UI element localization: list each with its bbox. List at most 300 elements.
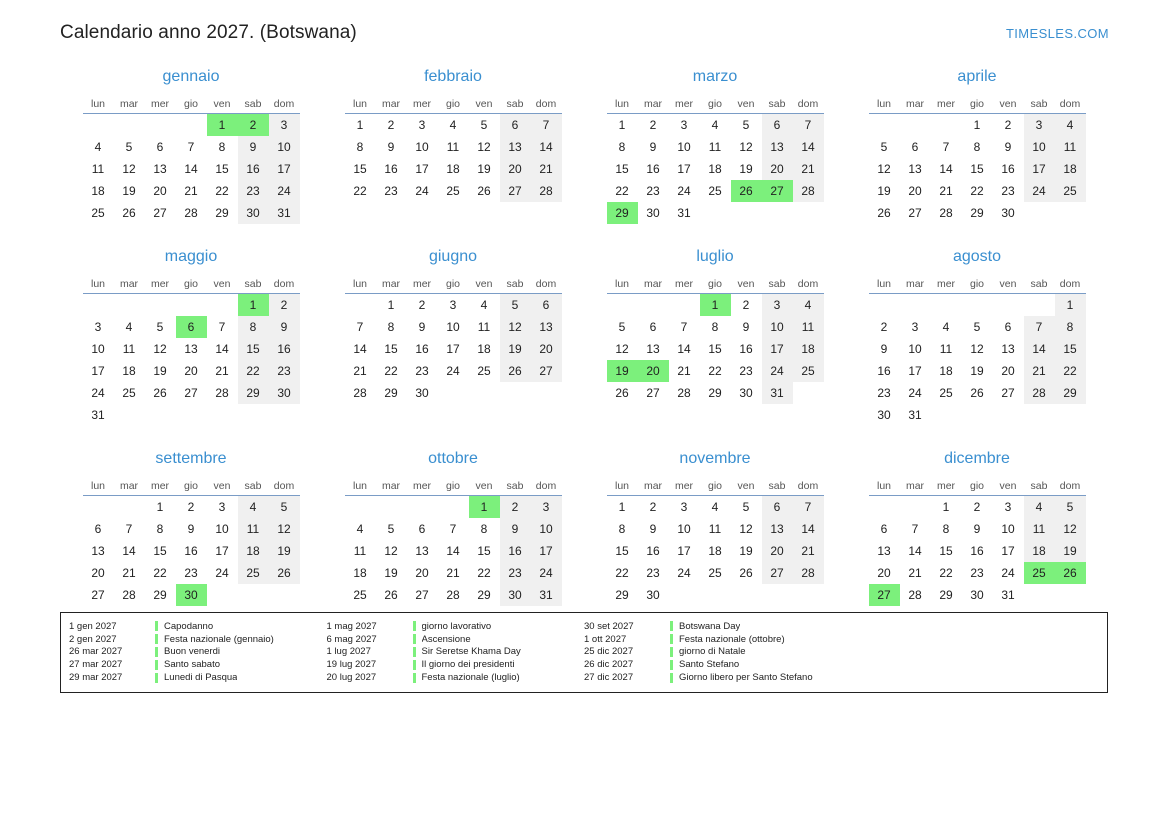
day-cell[interactable]: 13 [762, 518, 793, 540]
day-cell[interactable]: 7 [680, 320, 688, 334]
day-cell[interactable]: 19 [1055, 540, 1086, 562]
day-cell[interactable]: 25 [91, 206, 105, 220]
day-cell[interactable]: 27 [91, 588, 105, 602]
day-cell[interactable]: 29 [615, 588, 629, 602]
day-cell[interactable]: 10 [91, 342, 105, 356]
day-cell[interactable]: 22 [238, 360, 269, 382]
day-cell[interactable]: 15 [939, 544, 953, 558]
day-cell[interactable]: 3 [680, 500, 688, 514]
day-cell-holiday[interactable]: 30 [176, 584, 207, 606]
day-cell[interactable]: 15 [477, 544, 491, 558]
day-cell[interactable]: 11 [1055, 136, 1086, 158]
day-cell[interactable]: 18 [708, 544, 722, 558]
day-cell[interactable]: 7 [942, 140, 950, 154]
day-cell[interactable]: 7 [449, 522, 457, 536]
day-cell[interactable]: 18 [1055, 158, 1086, 180]
day-cell[interactable]: 1 [1055, 294, 1086, 317]
day-cell[interactable]: 27 [908, 206, 922, 220]
day-cell[interactable]: 6 [531, 294, 562, 317]
day-cell[interactable]: 25 [446, 184, 460, 198]
day-cell[interactable]: 26 [384, 588, 398, 602]
day-cell[interactable]: 5 [125, 140, 133, 154]
day-cell[interactable]: 28 [446, 588, 460, 602]
day-cell[interactable]: 16 [646, 162, 660, 176]
day-cell[interactable]: 20 [415, 566, 429, 580]
day-cell-holiday[interactable]: 20 [638, 360, 669, 382]
day-cell[interactable]: 29 [970, 206, 984, 220]
day-cell[interactable]: 28 [793, 562, 824, 584]
day-cell[interactable]: 20 [91, 566, 105, 580]
day-cell[interactable]: 30 [238, 202, 269, 224]
day-cell-holiday[interactable]: 27 [869, 584, 900, 606]
day-cell[interactable]: 22 [615, 566, 629, 580]
day-cell[interactable]: 11 [446, 140, 460, 154]
day-cell[interactable]: 2 [742, 298, 750, 312]
day-cell[interactable]: 14 [353, 342, 367, 356]
day-cell[interactable]: 9 [649, 140, 657, 154]
day-cell-holiday[interactable]: 1 [469, 496, 500, 519]
day-cell[interactable]: 25 [708, 184, 722, 198]
day-cell[interactable]: 3 [911, 320, 919, 334]
day-cell[interactable]: 9 [1004, 140, 1012, 154]
day-cell[interactable]: 19 [384, 566, 398, 580]
day-cell[interactable]: 16 [238, 158, 269, 180]
day-cell[interactable]: 15 [153, 544, 167, 558]
day-cell[interactable]: 19 [877, 184, 891, 198]
day-cell[interactable]: 25 [122, 386, 136, 400]
day-cell[interactable]: 22 [215, 184, 229, 198]
day-cell[interactable]: 2 [880, 320, 888, 334]
day-cell[interactable]: 10 [531, 518, 562, 540]
day-cell[interactable]: 8 [356, 140, 364, 154]
day-cell[interactable]: 1 [942, 500, 950, 514]
day-cell[interactable]: 18 [1024, 540, 1055, 562]
day-cell[interactable]: 1 [618, 500, 626, 514]
day-cell[interactable]: 6 [1004, 320, 1012, 334]
day-cell[interactable]: 5 [742, 118, 750, 132]
day-cell[interactable]: 31 [269, 202, 300, 224]
day-cell[interactable]: 8 [942, 522, 950, 536]
day-cell[interactable]: 4 [711, 500, 719, 514]
day-cell[interactable]: 26 [269, 562, 300, 584]
day-cell[interactable]: 1 [356, 118, 364, 132]
day-cell[interactable]: 12 [739, 522, 753, 536]
day-cell[interactable]: 9 [187, 522, 195, 536]
day-cell[interactable]: 21 [215, 364, 229, 378]
day-cell[interactable]: 5 [880, 140, 888, 154]
day-cell[interactable]: 20 [531, 338, 562, 360]
day-cell[interactable]: 13 [500, 136, 531, 158]
day-cell-holiday[interactable]: 1 [207, 114, 238, 137]
day-cell[interactable]: 7 [793, 114, 824, 137]
day-cell[interactable]: 14 [793, 136, 824, 158]
day-cell[interactable]: 27 [1001, 386, 1015, 400]
day-cell[interactable]: 6 [880, 522, 888, 536]
day-cell[interactable]: 9 [269, 316, 300, 338]
day-cell[interactable]: 4 [125, 320, 133, 334]
day-cell[interactable]: 26 [970, 386, 984, 400]
day-cell[interactable]: 26 [877, 206, 891, 220]
day-cell[interactable]: 30 [415, 386, 429, 400]
day-cell[interactable]: 14 [215, 342, 229, 356]
day-cell[interactable]: 28 [677, 386, 691, 400]
day-cell[interactable]: 29 [384, 386, 398, 400]
day-cell[interactable]: 22 [970, 184, 984, 198]
day-cell[interactable]: 4 [356, 522, 364, 536]
day-cell[interactable]: 23 [646, 566, 660, 580]
day-cell[interactable]: 16 [184, 544, 198, 558]
day-cell[interactable]: 2 [500, 496, 531, 519]
day-cell[interactable]: 20 [184, 364, 198, 378]
day-cell[interactable]: 24 [1001, 566, 1015, 580]
day-cell[interactable]: 30 [646, 588, 660, 602]
day-cell-holiday[interactable]: 25 [1024, 562, 1055, 584]
day-cell[interactable]: 8 [973, 140, 981, 154]
day-cell[interactable]: 8 [218, 140, 226, 154]
day-cell[interactable]: 1 [618, 118, 626, 132]
day-cell[interactable]: 30 [500, 584, 531, 606]
day-cell[interactable]: 29 [153, 588, 167, 602]
day-cell[interactable]: 2 [973, 500, 981, 514]
day-cell[interactable]: 19 [500, 338, 531, 360]
day-cell[interactable]: 30 [1001, 206, 1015, 220]
day-cell[interactable]: 24 [531, 562, 562, 584]
day-cell-holiday[interactable]: 26 [731, 180, 762, 202]
day-cell[interactable]: 21 [446, 566, 460, 580]
day-cell[interactable]: 19 [970, 364, 984, 378]
day-cell[interactable]: 3 [418, 118, 426, 132]
day-cell[interactable]: 15 [1055, 338, 1086, 360]
day-cell[interactable]: 7 [356, 320, 364, 334]
day-cell[interactable]: 24 [215, 566, 229, 580]
day-cell[interactable]: 23 [184, 566, 198, 580]
day-cell[interactable]: 9 [238, 136, 269, 158]
day-cell[interactable]: 20 [908, 184, 922, 198]
day-cell[interactable]: 3 [1024, 114, 1055, 137]
day-cell[interactable]: 28 [939, 206, 953, 220]
day-cell[interactable]: 19 [739, 544, 753, 558]
day-cell[interactable]: 21 [184, 184, 198, 198]
day-cell[interactable]: 23 [1001, 184, 1015, 198]
day-cell[interactable]: 24 [91, 386, 105, 400]
day-cell[interactable]: 28 [531, 180, 562, 202]
day-cell[interactable]: 6 [911, 140, 919, 154]
day-cell[interactable]: 23 [269, 360, 300, 382]
day-cell[interactable]: 24 [762, 360, 793, 382]
day-cell[interactable]: 18 [793, 338, 824, 360]
day-cell[interactable]: 23 [646, 184, 660, 198]
day-cell[interactable]: 24 [677, 184, 691, 198]
day-cell[interactable]: 17 [91, 364, 105, 378]
day-cell[interactable]: 27 [500, 180, 531, 202]
day-cell[interactable]: 24 [1024, 180, 1055, 202]
day-cell-holiday[interactable]: 26 [1055, 562, 1086, 584]
day-cell[interactable]: 20 [877, 566, 891, 580]
day-cell[interactable]: 16 [500, 540, 531, 562]
day-cell[interactable]: 8 [480, 522, 488, 536]
day-cell[interactable]: 30 [877, 408, 891, 422]
day-cell[interactable]: 23 [384, 184, 398, 198]
day-cell[interactable]: 16 [877, 364, 891, 378]
day-cell[interactable]: 17 [677, 162, 691, 176]
day-cell[interactable]: 21 [793, 158, 824, 180]
day-cell-holiday[interactable]: 1 [700, 294, 731, 317]
day-cell[interactable]: 28 [908, 588, 922, 602]
day-cell[interactable]: 15 [353, 162, 367, 176]
day-cell[interactable]: 26 [500, 360, 531, 382]
day-cell[interactable]: 2 [649, 118, 657, 132]
day-cell[interactable]: 6 [762, 496, 793, 519]
day-cell[interactable]: 5 [973, 320, 981, 334]
day-cell[interactable]: 6 [418, 522, 426, 536]
day-cell-holiday[interactable]: 2 [238, 114, 269, 137]
day-cell[interactable]: 10 [1001, 522, 1015, 536]
day-cell[interactable]: 31 [1001, 588, 1015, 602]
day-cell[interactable]: 23 [238, 180, 269, 202]
day-cell[interactable]: 18 [353, 566, 367, 580]
day-cell[interactable]: 31 [91, 408, 105, 422]
day-cell[interactable]: 12 [500, 316, 531, 338]
day-cell[interactable]: 25 [793, 360, 824, 382]
day-cell[interactable]: 11 [353, 544, 367, 558]
day-cell[interactable]: 16 [415, 342, 429, 356]
day-cell[interactable]: 12 [739, 140, 753, 154]
day-cell[interactable]: 4 [1055, 114, 1086, 137]
day-cell[interactable]: 23 [500, 562, 531, 584]
day-cell[interactable]: 21 [939, 184, 953, 198]
day-cell[interactable]: 17 [762, 338, 793, 360]
day-cell[interactable]: 21 [353, 364, 367, 378]
day-cell[interactable]: 30 [739, 386, 753, 400]
day-cell-holiday[interactable]: 27 [762, 180, 793, 202]
day-cell[interactable]: 5 [269, 496, 300, 519]
day-cell[interactable]: 15 [384, 342, 398, 356]
day-cell-holiday[interactable]: 19 [607, 360, 638, 382]
day-cell[interactable]: 8 [156, 522, 164, 536]
day-cell[interactable]: 22 [708, 364, 722, 378]
day-cell[interactable]: 9 [387, 140, 395, 154]
day-cell[interactable]: 19 [477, 162, 491, 176]
day-cell[interactable]: 14 [122, 544, 136, 558]
day-cell[interactable]: 11 [91, 162, 105, 176]
day-cell[interactable]: 2 [418, 298, 426, 312]
day-cell[interactable]: 11 [477, 320, 491, 334]
day-cell[interactable]: 10 [215, 522, 229, 536]
day-cell[interactable]: 6 [649, 320, 657, 334]
day-cell[interactable]: 4 [942, 320, 950, 334]
day-cell-holiday[interactable]: 1 [238, 294, 269, 317]
day-cell[interactable]: 8 [618, 140, 626, 154]
day-cell[interactable]: 14 [184, 162, 198, 176]
day-cell[interactable]: 17 [269, 158, 300, 180]
day-cell[interactable]: 3 [1004, 500, 1012, 514]
day-cell[interactable]: 23 [739, 364, 753, 378]
day-cell[interactable]: 25 [477, 364, 491, 378]
day-cell[interactable]: 4 [480, 298, 488, 312]
day-cell[interactable]: 13 [184, 342, 198, 356]
day-cell-holiday[interactable]: 29 [607, 202, 638, 224]
day-cell[interactable]: 15 [215, 162, 229, 176]
day-cell[interactable]: 3 [269, 114, 300, 137]
day-cell[interactable]: 29 [238, 382, 269, 404]
day-cell[interactable]: 13 [908, 162, 922, 176]
day-cell[interactable]: 27 [184, 386, 198, 400]
day-cell[interactable]: 4 [94, 140, 102, 154]
day-cell[interactable]: 2 [1004, 118, 1012, 132]
day-cell[interactable]: 1 [156, 500, 164, 514]
day-cell[interactable]: 13 [646, 342, 660, 356]
day-cell[interactable]: 12 [122, 162, 136, 176]
day-cell[interactable]: 3 [94, 320, 102, 334]
day-cell[interactable]: 27 [531, 360, 562, 382]
day-cell[interactable]: 8 [618, 522, 626, 536]
day-cell[interactable]: 8 [711, 320, 719, 334]
day-cell[interactable]: 19 [122, 184, 136, 198]
day-cell[interactable]: 10 [908, 342, 922, 356]
day-cell[interactable]: 15 [238, 338, 269, 360]
day-cell[interactable]: 21 [908, 566, 922, 580]
day-cell[interactable]: 25 [1055, 180, 1086, 202]
day-cell[interactable]: 29 [477, 588, 491, 602]
day-cell[interactable]: 22 [353, 184, 367, 198]
day-cell[interactable]: 17 [1024, 158, 1055, 180]
day-cell[interactable]: 5 [1055, 496, 1086, 519]
day-cell[interactable]: 29 [215, 206, 229, 220]
day-cell[interactable]: 29 [708, 386, 722, 400]
day-cell[interactable]: 16 [384, 162, 398, 176]
day-cell[interactable]: 27 [762, 562, 793, 584]
day-cell[interactable]: 13 [531, 316, 562, 338]
day-cell[interactable]: 9 [500, 518, 531, 540]
day-cell[interactable]: 19 [739, 162, 753, 176]
day-cell[interactable]: 26 [122, 206, 136, 220]
day-cell[interactable]: 15 [708, 342, 722, 356]
day-cell[interactable]: 22 [384, 364, 398, 378]
day-cell[interactable]: 4 [793, 294, 824, 317]
day-cell[interactable]: 7 [125, 522, 133, 536]
day-cell[interactable]: 18 [91, 184, 105, 198]
day-cell[interactable]: 23 [415, 364, 429, 378]
day-cell[interactable]: 4 [449, 118, 457, 132]
day-cell[interactable]: 19 [153, 364, 167, 378]
day-cell[interactable]: 24 [269, 180, 300, 202]
day-cell[interactable]: 14 [939, 162, 953, 176]
day-cell[interactable]: 27 [153, 206, 167, 220]
day-cell[interactable]: 11 [708, 140, 722, 154]
day-cell[interactable]: 9 [418, 320, 426, 334]
day-cell[interactable]: 30 [970, 588, 984, 602]
day-cell[interactable]: 28 [793, 180, 824, 202]
day-cell[interactable]: 2 [387, 118, 395, 132]
day-cell[interactable]: 18 [122, 364, 136, 378]
day-cell[interactable]: 30 [269, 382, 300, 404]
day-cell[interactable]: 25 [238, 562, 269, 584]
day-cell[interactable]: 14 [1024, 338, 1055, 360]
day-cell[interactable]: 16 [739, 342, 753, 356]
day-cell[interactable]: 13 [153, 162, 167, 176]
day-cell[interactable]: 7 [531, 114, 562, 137]
day-cell[interactable]: 24 [677, 566, 691, 580]
day-cell[interactable]: 7 [1024, 316, 1055, 338]
day-cell[interactable]: 4 [238, 496, 269, 519]
day-cell[interactable]: 23 [970, 566, 984, 580]
day-cell[interactable]: 15 [615, 162, 629, 176]
site-brand[interactable]: TIMESLES.COM [1005, 25, 1109, 41]
day-cell[interactable]: 16 [970, 544, 984, 558]
day-cell[interactable]: 6 [156, 140, 164, 154]
day-cell[interactable]: 3 [449, 298, 457, 312]
day-cell[interactable]: 14 [793, 518, 824, 540]
day-cell[interactable]: 14 [446, 544, 460, 558]
day-cell[interactable]: 28 [184, 206, 198, 220]
day-cell[interactable]: 14 [677, 342, 691, 356]
day-cell[interactable]: 16 [1001, 162, 1015, 176]
day-cell[interactable]: 26 [739, 566, 753, 580]
day-cell[interactable]: 10 [1024, 136, 1055, 158]
day-cell[interactable]: 13 [415, 544, 429, 558]
day-cell[interactable]: 13 [877, 544, 891, 558]
day-cell[interactable]: 10 [677, 522, 691, 536]
day-cell[interactable]: 12 [269, 518, 300, 540]
day-cell[interactable]: 29 [939, 588, 953, 602]
day-cell[interactable]: 20 [1001, 364, 1015, 378]
day-cell[interactable]: 18 [446, 162, 460, 176]
day-cell[interactable]: 14 [908, 544, 922, 558]
day-cell[interactable]: 12 [1055, 518, 1086, 540]
day-cell[interactable]: 1 [387, 298, 395, 312]
day-cell[interactable]: 5 [500, 294, 531, 317]
day-cell[interactable]: 19 [269, 540, 300, 562]
day-cell[interactable]: 22 [615, 184, 629, 198]
day-cell[interactable]: 17 [531, 540, 562, 562]
day-cell[interactable]: 27 [646, 386, 660, 400]
day-cell[interactable]: 5 [387, 522, 395, 536]
day-cell[interactable]: 12 [615, 342, 629, 356]
day-cell[interactable]: 7 [911, 522, 919, 536]
day-cell[interactable]: 21 [677, 364, 691, 378]
day-cell[interactable]: 22 [477, 566, 491, 580]
day-cell[interactable]: 8 [387, 320, 395, 334]
day-cell[interactable]: 31 [531, 584, 562, 606]
day-cell[interactable]: 22 [1055, 360, 1086, 382]
day-cell[interactable]: 12 [970, 342, 984, 356]
day-cell[interactable]: 7 [218, 320, 226, 334]
day-cell[interactable]: 17 [215, 544, 229, 558]
day-cell[interactable]: 22 [153, 566, 167, 580]
day-cell[interactable]: 17 [415, 162, 429, 176]
day-cell[interactable]: 11 [238, 518, 269, 540]
day-cell[interactable]: 31 [677, 206, 691, 220]
day-cell[interactable]: 17 [677, 544, 691, 558]
day-cell[interactable]: 31 [908, 408, 922, 422]
day-cell[interactable]: 12 [384, 544, 398, 558]
day-cell[interactable]: 2 [269, 294, 300, 317]
day-cell[interactable]: 13 [1001, 342, 1015, 356]
day-cell[interactable]: 2 [649, 500, 657, 514]
day-cell[interactable]: 8 [238, 316, 269, 338]
day-cell[interactable]: 16 [269, 338, 300, 360]
day-cell[interactable]: 3 [218, 500, 226, 514]
day-cell[interactable]: 3 [762, 294, 793, 317]
day-cell[interactable]: 31 [762, 382, 793, 404]
day-cell[interactable]: 3 [680, 118, 688, 132]
day-cell[interactable]: 5 [618, 320, 626, 334]
day-cell-holiday[interactable]: 6 [176, 316, 207, 338]
day-cell[interactable]: 10 [762, 316, 793, 338]
day-cell[interactable]: 12 [877, 162, 891, 176]
day-cell[interactable]: 21 [122, 566, 136, 580]
day-cell[interactable]: 14 [531, 136, 562, 158]
